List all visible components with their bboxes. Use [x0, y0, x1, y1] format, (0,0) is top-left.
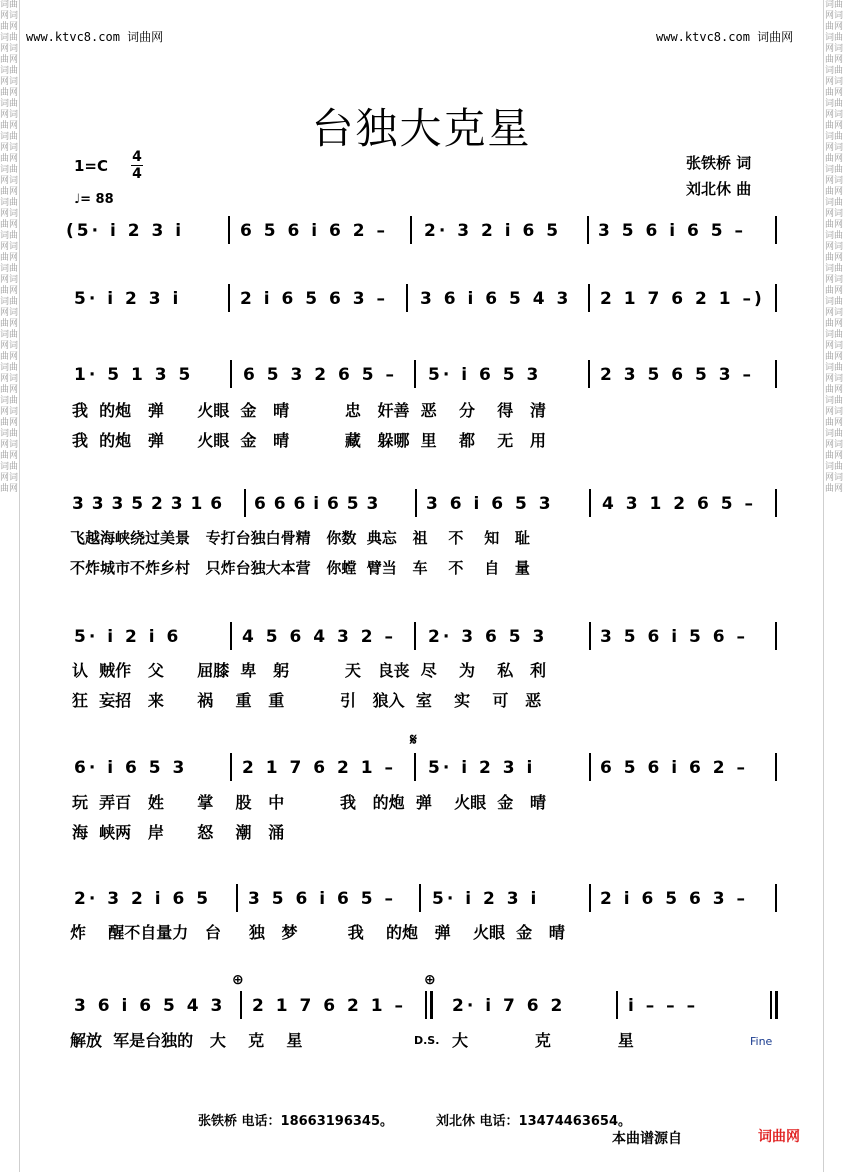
- bar-line: [775, 884, 777, 912]
- bar-line: [414, 622, 416, 650]
- measure: 2 3 5 6 5 3 –: [600, 365, 754, 385]
- measure: 2 1 7 6 2 1 –: [252, 996, 406, 1016]
- bar-line: [406, 284, 408, 312]
- bar-line: [244, 489, 246, 517]
- ds-marking: D.S.: [414, 1034, 440, 1047]
- header-right-site[interactable]: 词曲网: [757, 30, 794, 44]
- measure: 2 i 6 5 6 3 –: [240, 289, 388, 309]
- measure: i – – –: [628, 996, 699, 1016]
- measure: 3 5 6 i 6 5 –: [598, 221, 746, 241]
- time-numerator: 4: [132, 149, 142, 165]
- measure: 2· 3 6 5 3: [428, 627, 548, 647]
- bar-line: [419, 884, 421, 912]
- segno-sign: 𝄋: [410, 730, 417, 749]
- bar-line: [228, 216, 230, 244]
- measure: 4 3 1 2 6 5 –: [602, 494, 756, 514]
- measure: 3 6 i 6 5 4 3: [420, 289, 572, 309]
- bar-line: [775, 360, 777, 388]
- bar-line: [589, 489, 591, 517]
- bar-line: [775, 284, 777, 312]
- bar-line: [410, 216, 412, 244]
- header-left-watermark[interactable]: [26, 28, 163, 45]
- right-watermark-strip: 词曲网词曲网词曲网词曲网词曲网词曲网词曲网词曲网词曲网词曲网词曲网词曲网词曲网词曲网词曲网词曲网词曲网词曲网词曲网词曲网词曲网词曲网词曲网词曲网词曲网词曲网词曲网词曲网词曲网词曲网: [825, 0, 843, 494]
- lyricist-credit: 张铁桥 词: [686, 154, 752, 172]
- lyric-line-1: 解放 军是台独的 大 克 星: [70, 1031, 303, 1050]
- measure: 2 1 7 6 2 1 –): [600, 289, 765, 309]
- measure: (5· i 2 3 i: [66, 221, 185, 241]
- measure: 6 5 6 i 6 2 –: [240, 221, 388, 241]
- left-watermark-strip: 词曲网词曲网词曲网词曲网词曲网词曲网词曲网词曲网词曲网词曲网词曲网词曲网词曲网词曲网词曲网词曲网词曲网词曲网词曲网词曲网词曲网词曲网词曲网词曲网词曲网词曲网词曲网词曲网词曲网词曲网: [0, 0, 18, 494]
- measure: 5· i 2 3 i: [432, 889, 540, 909]
- measure: 2· 3 2 i 6 5: [74, 889, 212, 909]
- bar-line: [430, 991, 433, 1019]
- header-right-watermark[interactable]: [656, 28, 793, 45]
- bar-line: [775, 622, 777, 650]
- measure: 5· i 2 3 i: [74, 289, 182, 309]
- bar-line: [425, 991, 427, 1019]
- measure: 5· i 2 i 6: [74, 627, 182, 647]
- bar-line: [230, 622, 232, 650]
- bar-line: [230, 360, 232, 388]
- contact-lyricist: 张铁桥 电话：18663196345。: [198, 1114, 394, 1129]
- lyric-line-1: 我 的炮 弹 火眼 金 晴 忠 奸善 恶 分 得 清: [72, 401, 546, 420]
- final-bar-line: [775, 991, 778, 1019]
- measure: 3 6 i 6 5 3: [426, 494, 554, 514]
- lyric-line-2: 大 克 星: [452, 1031, 634, 1050]
- measure: 3 5 6 i 6 5 –: [248, 889, 396, 909]
- bar-line: [228, 284, 230, 312]
- coda-sign: ⊕: [424, 972, 436, 988]
- bar-line: [414, 360, 416, 388]
- measure: 4 5 6 4 3 2 –: [242, 627, 396, 647]
- header-left-site[interactable]: 词曲网: [127, 30, 164, 44]
- measure: 2· 3 2 i 6 5: [424, 221, 562, 241]
- bar-line: [588, 284, 590, 312]
- measure: 2· i 7 6 2: [452, 996, 566, 1016]
- tempo-marking: ♩= 88: [74, 192, 114, 207]
- measure: 6 5 3 2 6 5 –: [243, 365, 397, 385]
- composer-credit: 刘北休 曲: [686, 180, 752, 198]
- bar-line: [588, 360, 590, 388]
- bar-line: [230, 753, 232, 781]
- contact-composer: 刘北休 电话：13474463654。: [436, 1114, 632, 1129]
- lyric-line-2: 海 峡两 岸 怒 潮 涌: [72, 823, 285, 842]
- measure: 2 1 7 6 2 1 –: [242, 758, 396, 778]
- bar-line: [589, 884, 591, 912]
- lyric-line-1: 玩 弄百 姓 掌 股 中 我 的炮 弹 火眼 金 晴: [72, 793, 546, 812]
- bar-line: [616, 991, 618, 1019]
- bar-line: [775, 489, 777, 517]
- right-divider: [823, 0, 824, 1172]
- time-denominator: 4: [132, 166, 142, 182]
- key-signature: 1=C: [74, 157, 109, 175]
- source-site-link[interactable]: 词曲网: [758, 1129, 800, 1145]
- lyric-line-2: 狂 妄招 来 祸 重 重 引 狼入 室 实 可 恶: [72, 691, 542, 710]
- bar-line: [240, 991, 242, 1019]
- bar-line: [775, 753, 777, 781]
- coda-sign: ⊕: [232, 972, 244, 988]
- measure: 2 i 6 5 6 3 –: [600, 889, 748, 909]
- measure: 3 3 3 5 2 3 1 6: [72, 494, 224, 514]
- measure: 1· 5 1 3 5: [74, 365, 194, 385]
- bar-line: [587, 216, 589, 244]
- bar-line: [770, 991, 772, 1019]
- measure: 6 6 6 i 6 5 3: [254, 494, 380, 514]
- measure: 3 6 i 6 5 4 3: [74, 996, 226, 1016]
- song-title: 台独大克星: [311, 104, 532, 153]
- lyric-line-1: 认 贼作 父 屈膝 卑 躬 天 良丧 尽 为 私 利: [72, 661, 546, 680]
- source-note: 本曲谱源自: [612, 1131, 682, 1147]
- bar-line: [415, 489, 417, 517]
- bar-line: [414, 753, 416, 781]
- bar-line: [589, 753, 591, 781]
- fine-marking: Fine: [750, 1035, 773, 1048]
- bar-line: [589, 622, 591, 650]
- bar-line: [236, 884, 238, 912]
- measure: 5· i 6 5 3: [428, 365, 542, 385]
- measure: 5· i 2 3 i: [428, 758, 536, 778]
- lyric-line-1: 炸 醒不自量力 台 独 梦 我 的炮 弹 火眼 金 晴: [70, 923, 565, 942]
- header-right-url[interactable]: www.ktvc8.com: [656, 30, 750, 44]
- lyric-line-2: 不炸城市不炸乡村 只炸台独大本营 你螳 臂当 车 不 自 量: [70, 559, 530, 577]
- measure: 6 5 6 i 6 2 –: [600, 758, 748, 778]
- bar-line: [775, 216, 777, 244]
- time-signature: [131, 149, 143, 182]
- left-divider: [19, 0, 20, 1172]
- lyric-line-1: 飞越海峡绕过美景 专打台独白骨精 你数 典忘 祖 不 知 耻: [70, 529, 530, 547]
- measure: 3 5 6 i 5 6 –: [600, 627, 748, 647]
- header-left-url[interactable]: www.ktvc8.com: [26, 30, 120, 44]
- measure: 6· i 6 5 3: [74, 758, 188, 778]
- lyric-line-2: 我 的炮 弹 火眼 金 晴 藏 躲哪 里 都 无 用: [72, 431, 546, 450]
